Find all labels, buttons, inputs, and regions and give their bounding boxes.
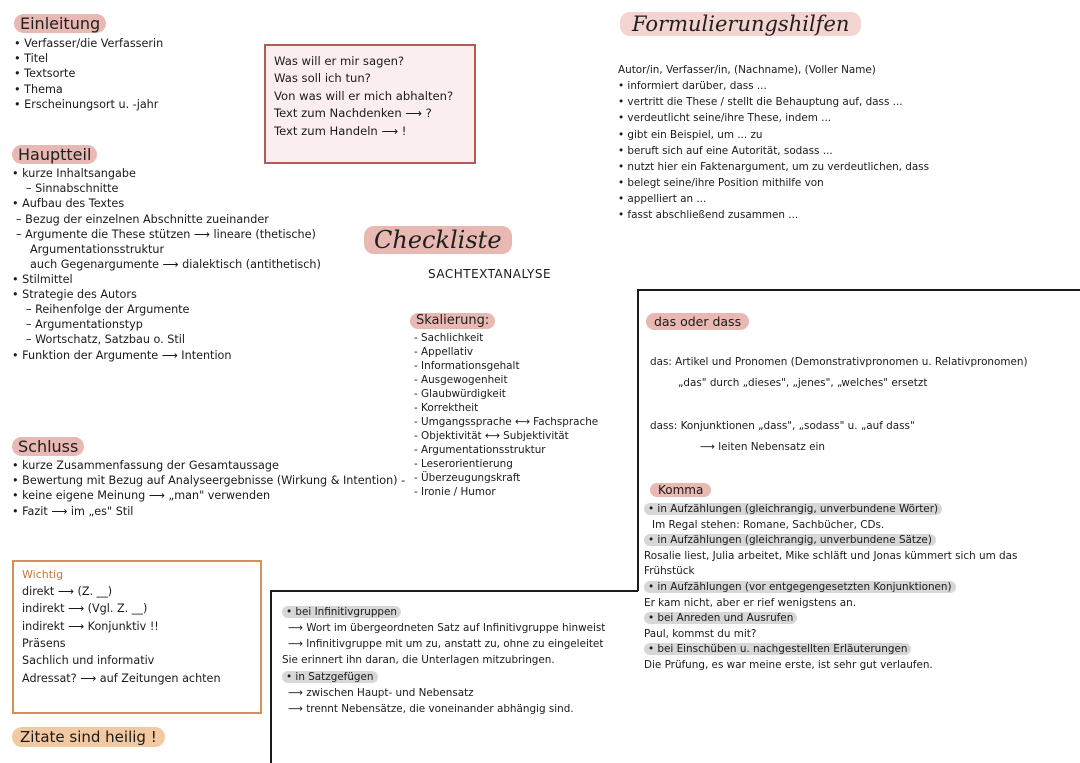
dass-subclause: ⟶ leiten Nebensatz ein [700,441,825,453]
divider [637,289,1080,291]
dass-definition: dass: Konjunktionen „dass", „sodass" u. „auf dass" [650,420,915,432]
comma-rule: • in Aufzählungen (gleichrangig, unverbundene Wörter) [644,503,942,515]
list-item: - Korrektheit [414,401,479,414]
checklist-title-block [364,226,512,254]
scaling-heading: Skalierung: [410,313,495,329]
phrasing-line: • informiert darüber, dass ... [618,80,767,93]
comma-rule: • in Aufzählungen (gleichrangig, unverbundene Sätze) [644,534,936,546]
infinitive-example: Sie erinnert ihn daran, die Unterlagen mitzubringen. [282,654,555,667]
intro-heading: Einleitung [14,14,106,33]
comma-example: Die Prüfung, es war meine erste, ist sehr gut verlaufen. [644,659,933,672]
phrasing-title: Formulierungshilfen [620,12,861,36]
questions-list [274,53,466,140]
list-item: – Argumentationstyp [26,318,143,332]
checklist-subtitle: SACHTEXTANALYSE [428,267,552,281]
list-item: • kurze Zusammenfassung der Gesamtaussage [12,459,279,473]
divider [270,590,638,592]
infinitive-detail: ⟶ Wort im übergeordneten Satz auf Infinitivgruppe hinweist [288,622,606,635]
list-item: – Sinnabschnitte [26,182,119,196]
list-item: • Funktion der Argumente ⟶ Intention [12,348,232,362]
comma-example: Paul, kommst du mit? [644,627,757,640]
main-part-heading: Hauptteil [12,145,97,164]
infinitive-list [282,604,605,717]
list-item: • keine eigene Meinung ⟶ „man" verwenden [12,489,271,503]
phrasing-line: • appelliert an ... [618,193,707,205]
list-item: – Argumente die These stützen ⟶ lineare (thetische) [16,227,316,241]
comma-example: Rosalie liest, Julia arbeitet, Mike schläft und Jonas kümmert sich um das [644,549,1018,562]
divider [270,590,272,763]
phrasing-line: • fasst abschließend zusammen ... [618,209,799,222]
list-item: • Aufbau des Textes [12,197,125,211]
comma-rule: • bei Anreden und Ausrufen [644,612,797,624]
list-item: • Erscheinungsort u. -jahr [14,97,159,111]
list-item: - Sachlichkeit [414,331,484,344]
list-item: • kurze Inhaltsangabe [12,167,136,181]
important-line: Präsens [22,636,66,650]
list-item: • Verfasser/die Verfasserin [14,37,164,51]
list-item: - Leserorientierung [414,458,513,471]
important-line: direkt ⟶ (Z. __) [22,584,113,598]
comma-example: Frühstück [644,565,695,578]
phrasing-line: • gibt ein Beispiel, um ... zu [618,128,763,141]
comma-heading: Komma [650,483,711,497]
list-item: - Argumentationsstruktur [414,443,546,456]
quotes-note-block [12,727,165,747]
phrasing-title-block [620,12,861,36]
important-line: indirekt ⟶ Konjunktiv !! [22,619,159,633]
question-line: Text zum Handeln ⟶ ! [274,123,407,138]
comma-heading-block [650,479,711,498]
comma-rule: • bei Einschüben u. nachgestellten Erläuterungen [644,643,911,655]
list-item: • Textsorte [14,67,76,81]
list-item: Argumentationsstruktur [30,242,165,256]
important-line: Sachlich und informativ [22,654,155,668]
important-line: Adressat? ⟶ auf Zeitungen achten [22,671,221,685]
questions-box [264,44,476,164]
list-item: • Fazit ⟶ im „es" Stil [12,504,134,518]
infinitive-detail: ⟶ trennt Nebensätze, die voneinander abhängig sind. [288,702,574,715]
phrasing-line: • nutzt hier ein Faktenargument, um zu verdeutlichen, dass [618,160,930,173]
list-item: - Ironie / Humor [414,486,496,499]
scaling-section [410,313,598,499]
list-item: • Strategie des Autors [12,288,137,302]
important-box [12,560,262,714]
scaling-list [410,331,598,500]
list-item: - Glaubwürdigkeit [414,387,506,400]
phrasing-line: • vertritt die These / stellt die Behauptung auf, dass ... [618,96,903,109]
das-definition: das: Artikel und Pronomen (Demonstrativpronomen u. Relativpronomen) [650,356,1028,368]
comma-list [644,502,1017,674]
list-item: – Reihenfolge der Argumente [26,303,190,317]
question-line: Was soll ich tun? [274,71,371,86]
conclusion-section [12,437,405,519]
phrasing-line: • verdeutlicht seine/ihre These, indem ... [618,112,832,125]
list-item: auch Gegenargumente ⟶ dialektisch (antithetisch) [30,257,321,271]
important-heading: Wichtig [22,568,64,581]
list-item: - Ausgewogenheit [414,373,508,386]
list-item: - Informationsgehalt [414,359,520,372]
important-line: indirekt ⟶ (Vgl. Z. __) [22,602,148,616]
infinitive-rule: • bei Infinitivgruppen [282,606,401,618]
comma-rule: • in Aufzählungen (vor entgegengesetzten Konjunktionen) [644,581,956,593]
comma-example: Im Regal stehen: Romane, Sachbücher, CDs. [652,518,885,531]
divider [637,289,639,591]
question-line: Text zum Nachdenken ⟶ ? [274,106,432,121]
checklist-title: Checkliste [364,226,512,254]
infinitive-detail: ⟶ zwischen Haupt- und Nebensatz [288,686,474,699]
comma-example: Er kam nicht, aber er rief wenigstens an. [644,596,857,609]
infinitive-detail: ⟶ Infinitivgruppe mit um zu, anstatt zu, ohne zu eingeleitet [288,638,604,651]
list-item: - Überzeugungskraft [414,472,521,485]
list-item: • Stilmittel [12,272,73,286]
list-item: - Objektivität ⟷ Subjektivität [414,429,569,442]
list-item: - Appellativ [414,345,473,358]
quotes-note: Zitate sind heilig ! [12,727,165,747]
infinitive-rule: • in Satzgefügen [282,671,378,683]
das-dass-heading: das oder dass [646,313,749,330]
intro-section [14,14,163,112]
question-line: Was will er mir sagen? [274,54,405,68]
question-line: Von was will er mich abhalten? [274,88,454,103]
phrasing-list [618,62,929,223]
main-part-section [12,145,321,363]
list-item: • Titel [14,52,49,66]
das-dass-heading-block [646,311,749,330]
phrasing-line: Autor/in, Verfasser/in, (Nachname), (Voller Name) [618,64,876,76]
phrasing-line: • beruft sich auf eine Autorität, sodass ... [618,144,833,157]
conclusion-list [12,458,405,518]
list-item: – Wortschatz, Satzbau o. Stil [26,333,185,347]
conclusion-heading: Schluss [12,437,84,456]
important-list [22,583,252,687]
list-item: – Bezug der einzelnen Abschnitte zueinander [16,212,269,226]
main-part-list [12,166,321,362]
list-item: • Bewertung mit Bezug auf Analyseergebnisse (Wirkung & Intention) - [12,474,406,488]
das-replacement: „das" durch „dieses", „jenes", „welches" ersetzt [678,377,928,389]
list-item: • Thema [14,82,63,96]
phrasing-line: • belegt seine/ihre Position mithilfe von [618,176,824,189]
list-item: - Umgangssprache ⟷ Fachsprache [414,415,599,428]
intro-list [14,36,163,112]
